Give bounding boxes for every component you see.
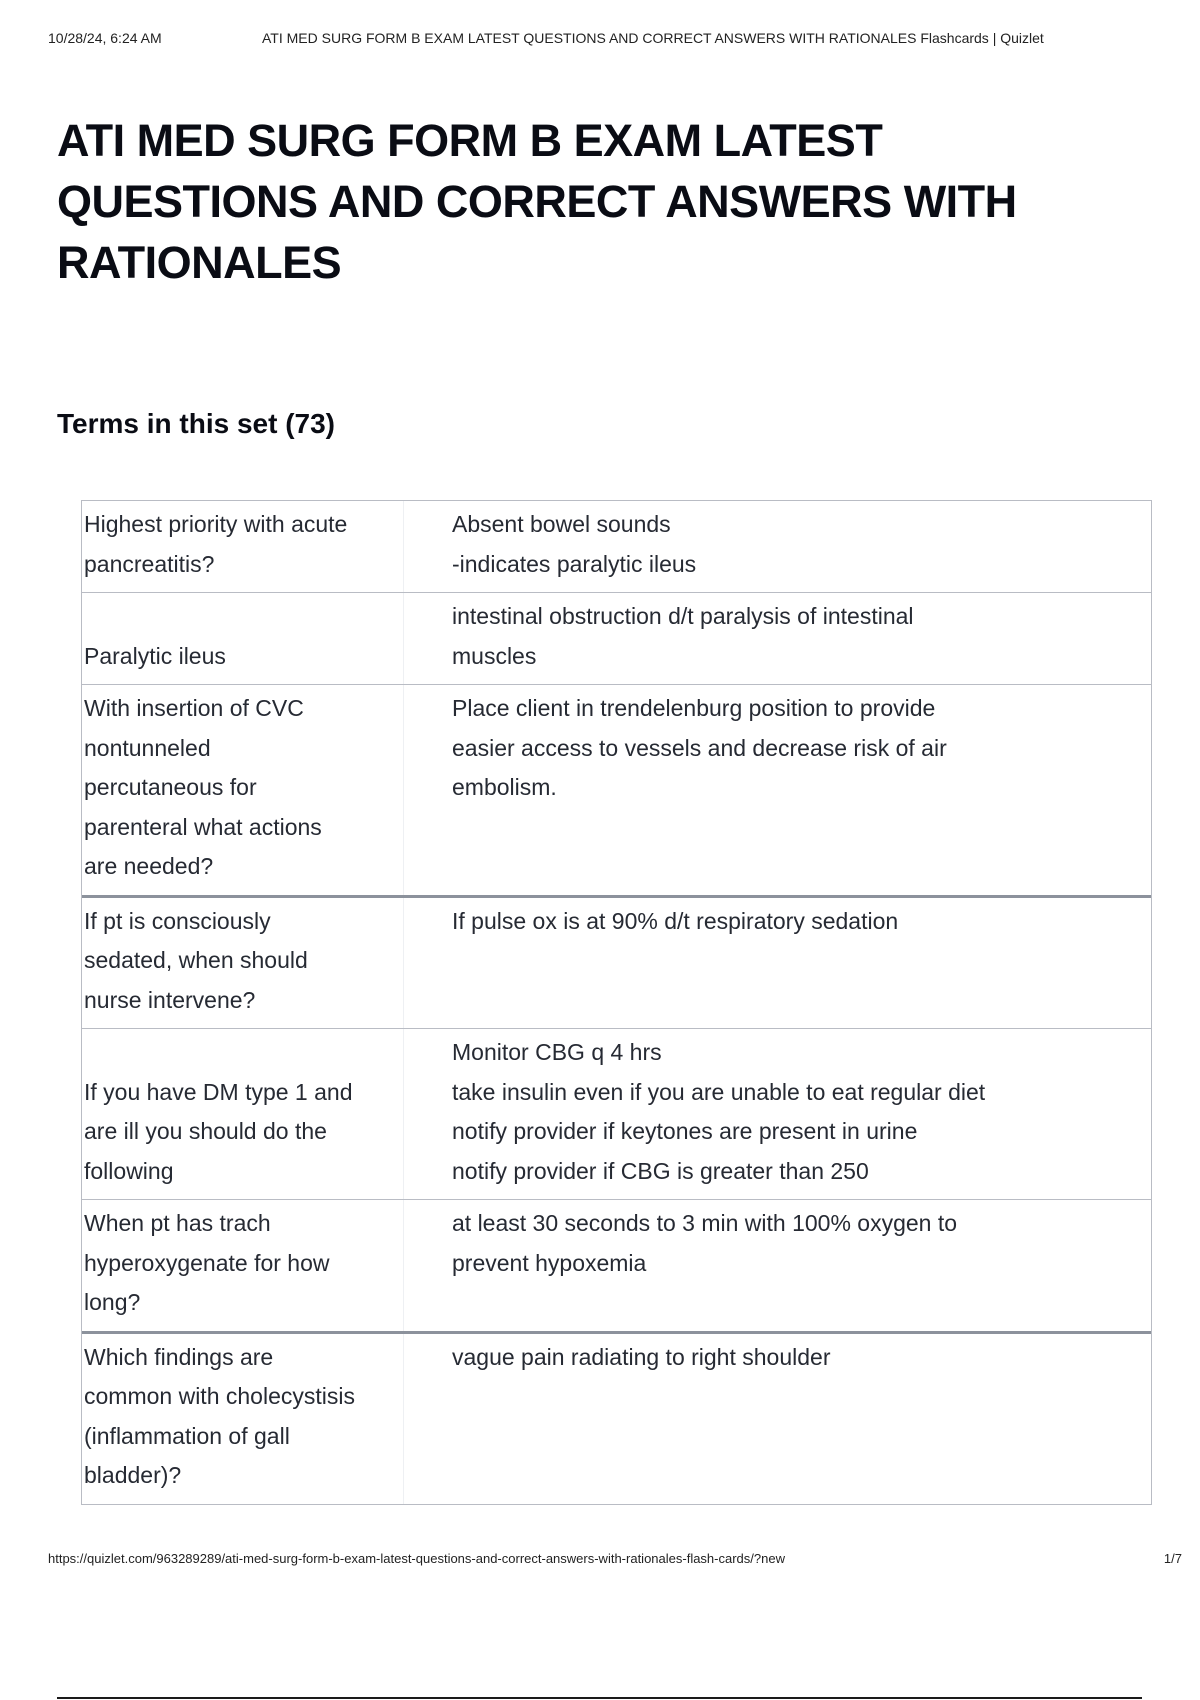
term-row xyxy=(82,684,1151,895)
definition-text: Place client in trendelenburg position to provide easier access to vessels and decrease risk of air embolism. xyxy=(452,695,947,800)
terms-count-heading: Terms in this set (73) xyxy=(57,408,336,439)
definition-text: Absent bowel sounds -indicates paralytic ileus xyxy=(452,511,697,577)
definition-text: intestinal obstruction d/t paralysis of intestinal muscles xyxy=(452,603,914,669)
print-doc-title: ATI MED SURG FORM B EXAM LATEST QUESTIONS AND CORRECT ANSWERS WITH RATIONALES Flashcards | Quizlet xyxy=(262,30,1044,46)
term-row xyxy=(82,895,1151,1029)
term-row xyxy=(82,1199,1151,1331)
terms-table xyxy=(81,500,1152,1505)
term-row xyxy=(82,501,1151,592)
definition-text: vague pain radiating to right shoulder xyxy=(452,1343,831,1370)
print-datetime: 10/28/24, 6:24 AM xyxy=(48,30,162,46)
definition-text: at least 30 seconds to 3 min with 100% oxygen to prevent hypoxemia xyxy=(452,1210,958,1276)
term-text: When pt has trach hyperoxygenate for how long? xyxy=(82,1200,404,1331)
print-url: https://quizlet.com/963289289/ati-med-surg-form-b-exam-latest-questions-and-correct-answers-with-rationales-flash-cards/?new xyxy=(48,1551,785,1566)
term-text: If you have DM type 1 and are ill you should do the following xyxy=(82,1029,404,1199)
term-row xyxy=(82,592,1151,684)
term-text: With insertion of CVC nontunneled percutaneous for parenteral what actions are needed? xyxy=(82,685,404,895)
term-row xyxy=(82,1331,1151,1504)
term-text: Paralytic ileus xyxy=(82,593,404,684)
bottom-divider xyxy=(57,1697,1142,1699)
print-header xyxy=(48,30,1160,50)
page-title: ATI MED SURG FORM B EXAM LATEST QUESTIONS AND CORRECT ANSWERS WITH RATIONALES xyxy=(57,115,1017,288)
definition-text: Monitor CBG q 4 hrs take insulin even if you are unable to eat regular diet notify provider if keytones are present in urine notify provider if CBG is greater than 250 xyxy=(452,1039,986,1184)
term-text: If pt is consciously sedated, when should nurse intervene? xyxy=(82,898,404,1029)
term-row xyxy=(82,1028,1151,1199)
term-text: Which findings are common with cholecystisis (inflammation of gall bladder)? xyxy=(82,1334,404,1504)
definition-text: If pulse ox is at 90% d/t respiratory sedation xyxy=(452,907,899,934)
term-text: Highest priority with acute pancreatitis? xyxy=(82,501,404,592)
page-number: 1/7 xyxy=(1163,1551,1182,1566)
